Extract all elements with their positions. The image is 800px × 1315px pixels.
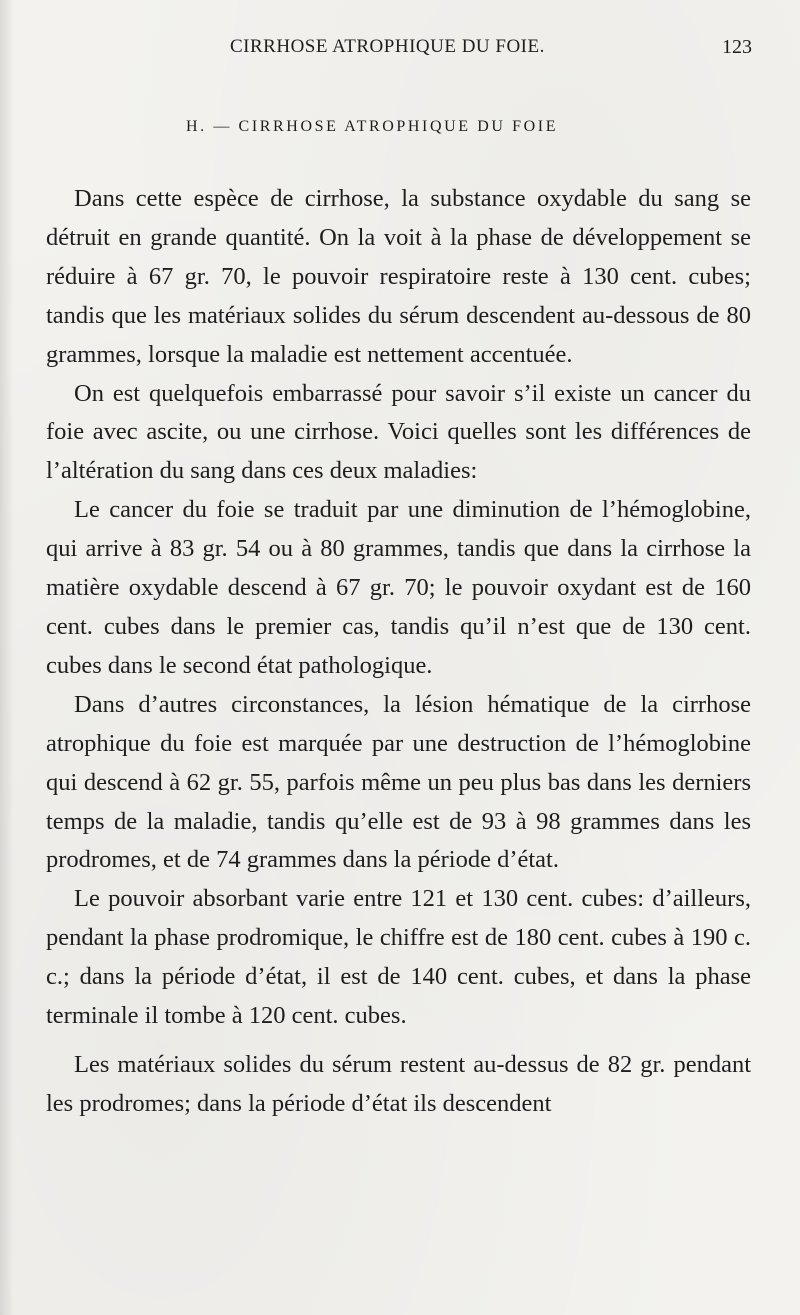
paragraph: Dans d’autres circonstances, la lésion hématique de la cirrhose atrophique du foie est marquée par une destruction de l’hémoglobine qui descend à 62 gr. 55, parfois même un peu plus bas dans les derniers temps de la maladie, tandis qu’elle est de 93 à 98 grammes dans les prodromes, et de 74 grammes dans la période d’état. bbox=[46, 690, 751, 874]
section-heading: H. — CIRRHOSE ATROPHIQUE DU FOIE bbox=[186, 118, 559, 135]
page-binding-shadow bbox=[0, 0, 14, 1315]
body-text bbox=[46, 180, 751, 1124]
paragraph: On est quelquefois embarrassé pour savoir s’il existe un cancer du foie avec ascite, ou une cirrhose. Voici quelles sont les différences de l’altération du sang dans ces deux maladies: bbox=[46, 379, 751, 485]
paragraph: Le cancer du foie se traduit par une diminution de l’hémoglobine, qui arrive à 83 gr. 54 ou à 80 grammes, tandis que dans la cirrhose la matière oxydable descend à 67 gr. 70; le pouvoir oxydant est de 160 cent. cubes dans le premier cas, tandis qu’il n’est que de 130 cent. cubes dans le second état pathologique. bbox=[46, 496, 751, 679]
paragraph: Dans cette espèce de cirrhose, la substance oxydable du sang se détruit en grande quantité. On la voit à la phase de développement se réduire à 67 gr. 70, le pouvoir respiratoire reste à 130 cent. cubes; tandis que les matériaux solides du sérum descendent au-dessous de 80 grammes, lorsque la maladie est nettement accentuée. bbox=[46, 185, 751, 368]
page-number: 123 bbox=[722, 36, 752, 58]
paragraph: Le pouvoir absorbant varie entre 121 et 130 cent. cubes: d’ailleurs, pendant la phase prodromique, le chiffre est de 180 cent. cubes à 190 c. c.; dans la période d’état, il est de 140 cent. cubes, et dans la phase terminale il tombe à 120 cent. cubes. bbox=[46, 885, 751, 1030]
running-head bbox=[0, 36, 800, 60]
running-title: CIRRHOSE ATROPHIQUE DU FOIE. bbox=[230, 36, 545, 57]
paragraph: Les matériaux solides du sérum restent au-dessus de 82 gr. pendant les prodromes; dans la période d’état ils descendent bbox=[46, 1050, 751, 1117]
